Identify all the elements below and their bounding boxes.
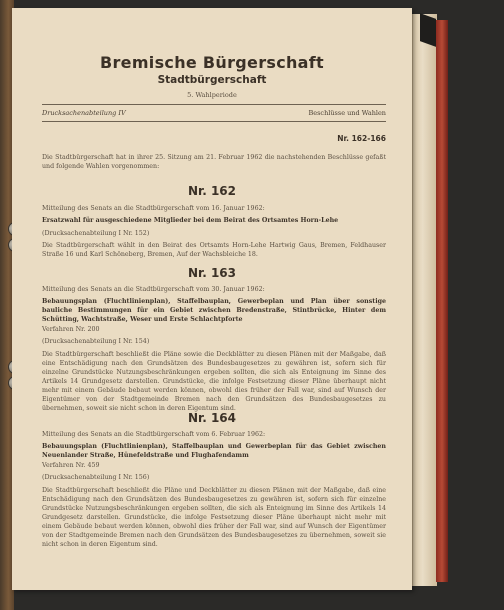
header-section: Beschlüsse und Wahlen [308,109,386,117]
item-number: Nr. 162 [187,184,237,198]
item-title: Bebauungsplan (Fluchtlinienplan), Staffelbauplan, Gewerbeplan und Plan über sonstige bauliche Bestimmungen für ein Gebiet zwischen Bredenstraße, Stintbrücke, Hinter dem Schütting, Wachtstraße, Weser und Erste Schlachtpforte [42,298,386,323]
masthead-title: Bremische Bürgerschaft [100,53,324,72]
page-corner [420,13,436,47]
item-title: Bebauungsplan (Fluchtlinienplan), Staffelbauplan und Gewerbeplan für das Gebiet zwischen Neuenlander Straße, Hünefeldstraße und Flughafendamm [42,443,386,459]
item-body: Die Stadtbürgerschaft beschließt die Pläne sowie die Deckblätter zu diesen Plänen mit der Maßgabe, daß eine Entschädigung nach den Grundsätzen des Bundesbaugesetzes zu gewähren ist, sofern sich für einzelne Grundstücke Nutzungsbeschränkungen ergeben sollten, die sich als Enteignung im Sinne des Artikels 14 Grundgesetz darstellen. Grundstücke, die infolge Festsetzung dieser Pläne überhaupt nicht mehr mit einem Gebäude bebaut werden können, obwohl dies früher der Fall war, sind auf Wunsch der Eigentümer von der Stadtgemeinde Bremen nach den Grundsätzen des Bundesbaugesetzes zu übernehmen, soweit sie nicht schon in deren Eigentum sind. [42,351,386,412]
folder-cover [436,20,448,582]
item-reference: (Drucksachenabteilung I Nr. 152) [42,230,150,237]
header-rule-bottom [42,121,386,122]
masthead-subtitle: Stadtbürgerschaft [157,74,267,86]
item-mitteilung: Mitteilung des Senats an die Stadtbürgerschaft vom 30. Januar 1962: [42,286,265,293]
item-body: Die Stadtbürgerschaft wählt in den Beirat des Ortsamts Horn-Lehe Hartwig Gaus, Bremen, Feldhauser Straße 16 und Karl Schöneberg, Bremen, Auf der Wachsbleiche 18. [42,242,386,258]
intro-paragraph: Die Stadtbürgerschaft hat in ihrer 25. Sitzung am 21. Februar 1962 die nachstehenden Beschlüsse gefaßt und folgende Wahlen vorgenommen: [42,154,386,170]
item-verfahren: Verfahren Nr. 459 [42,462,100,469]
header-rule-top [42,104,386,105]
item-number: Nr. 164 [187,411,237,425]
item-verfahren: Verfahren Nr. 200 [42,326,100,333]
item-mitteilung: Mitteilung des Senats an die Stadtbürgerschaft vom 16. Januar 1962: [42,205,265,212]
header-department: Drucksachenabteilung IV [42,109,126,117]
document-page [12,8,412,590]
item-reference: (Drucksachenabteilung I Nr. 154) [42,338,150,345]
number-range: Nr. 162-166 [337,134,386,143]
item-reference: (Drucksachenabteilung I Nr. 156) [42,474,150,481]
masthead-period: 5. Wahlperiode [187,91,237,99]
page-stack-edge [412,14,437,586]
item-title: Ersatzwahl für ausgeschiedene Mitglieder bei dem Beirat des Ortsamtes Horn-Lehe [42,217,339,224]
item-number: Nr. 163 [187,266,237,280]
item-body: Die Stadtbürgerschaft beschließt die Pläne und Deckblätter zu diesen Plänen mit der Maßgabe, daß eine Entschädigung nach den Grundsätzen des Bundesbaugesetzes zu gewähren ist, sofern sich für einzelne Grundstücke Nutzungsbeschränkungen ergeben sollten, die sich als Enteignung im Sinne des Artikels 14 Grundgesetz darstellen. Grundstücke, die infolge Festsetzung dieser Pläne überhaupt nicht mehr mit einem Gebäude bebaut werden können, obwohl dies früher der Fall war, sind auf Wunsch der Eigentümer von der Stadtgemeinde Bremen nach den Grundsätzen des Bundesbaugesetzes zu übernehmen, soweit sie nicht schon in deren Eigentum sind. [42,487,386,548]
item-mitteilung: Mitteilung des Senats an die Stadtbürgerschaft vom 6. Februar 1962: [42,431,266,438]
